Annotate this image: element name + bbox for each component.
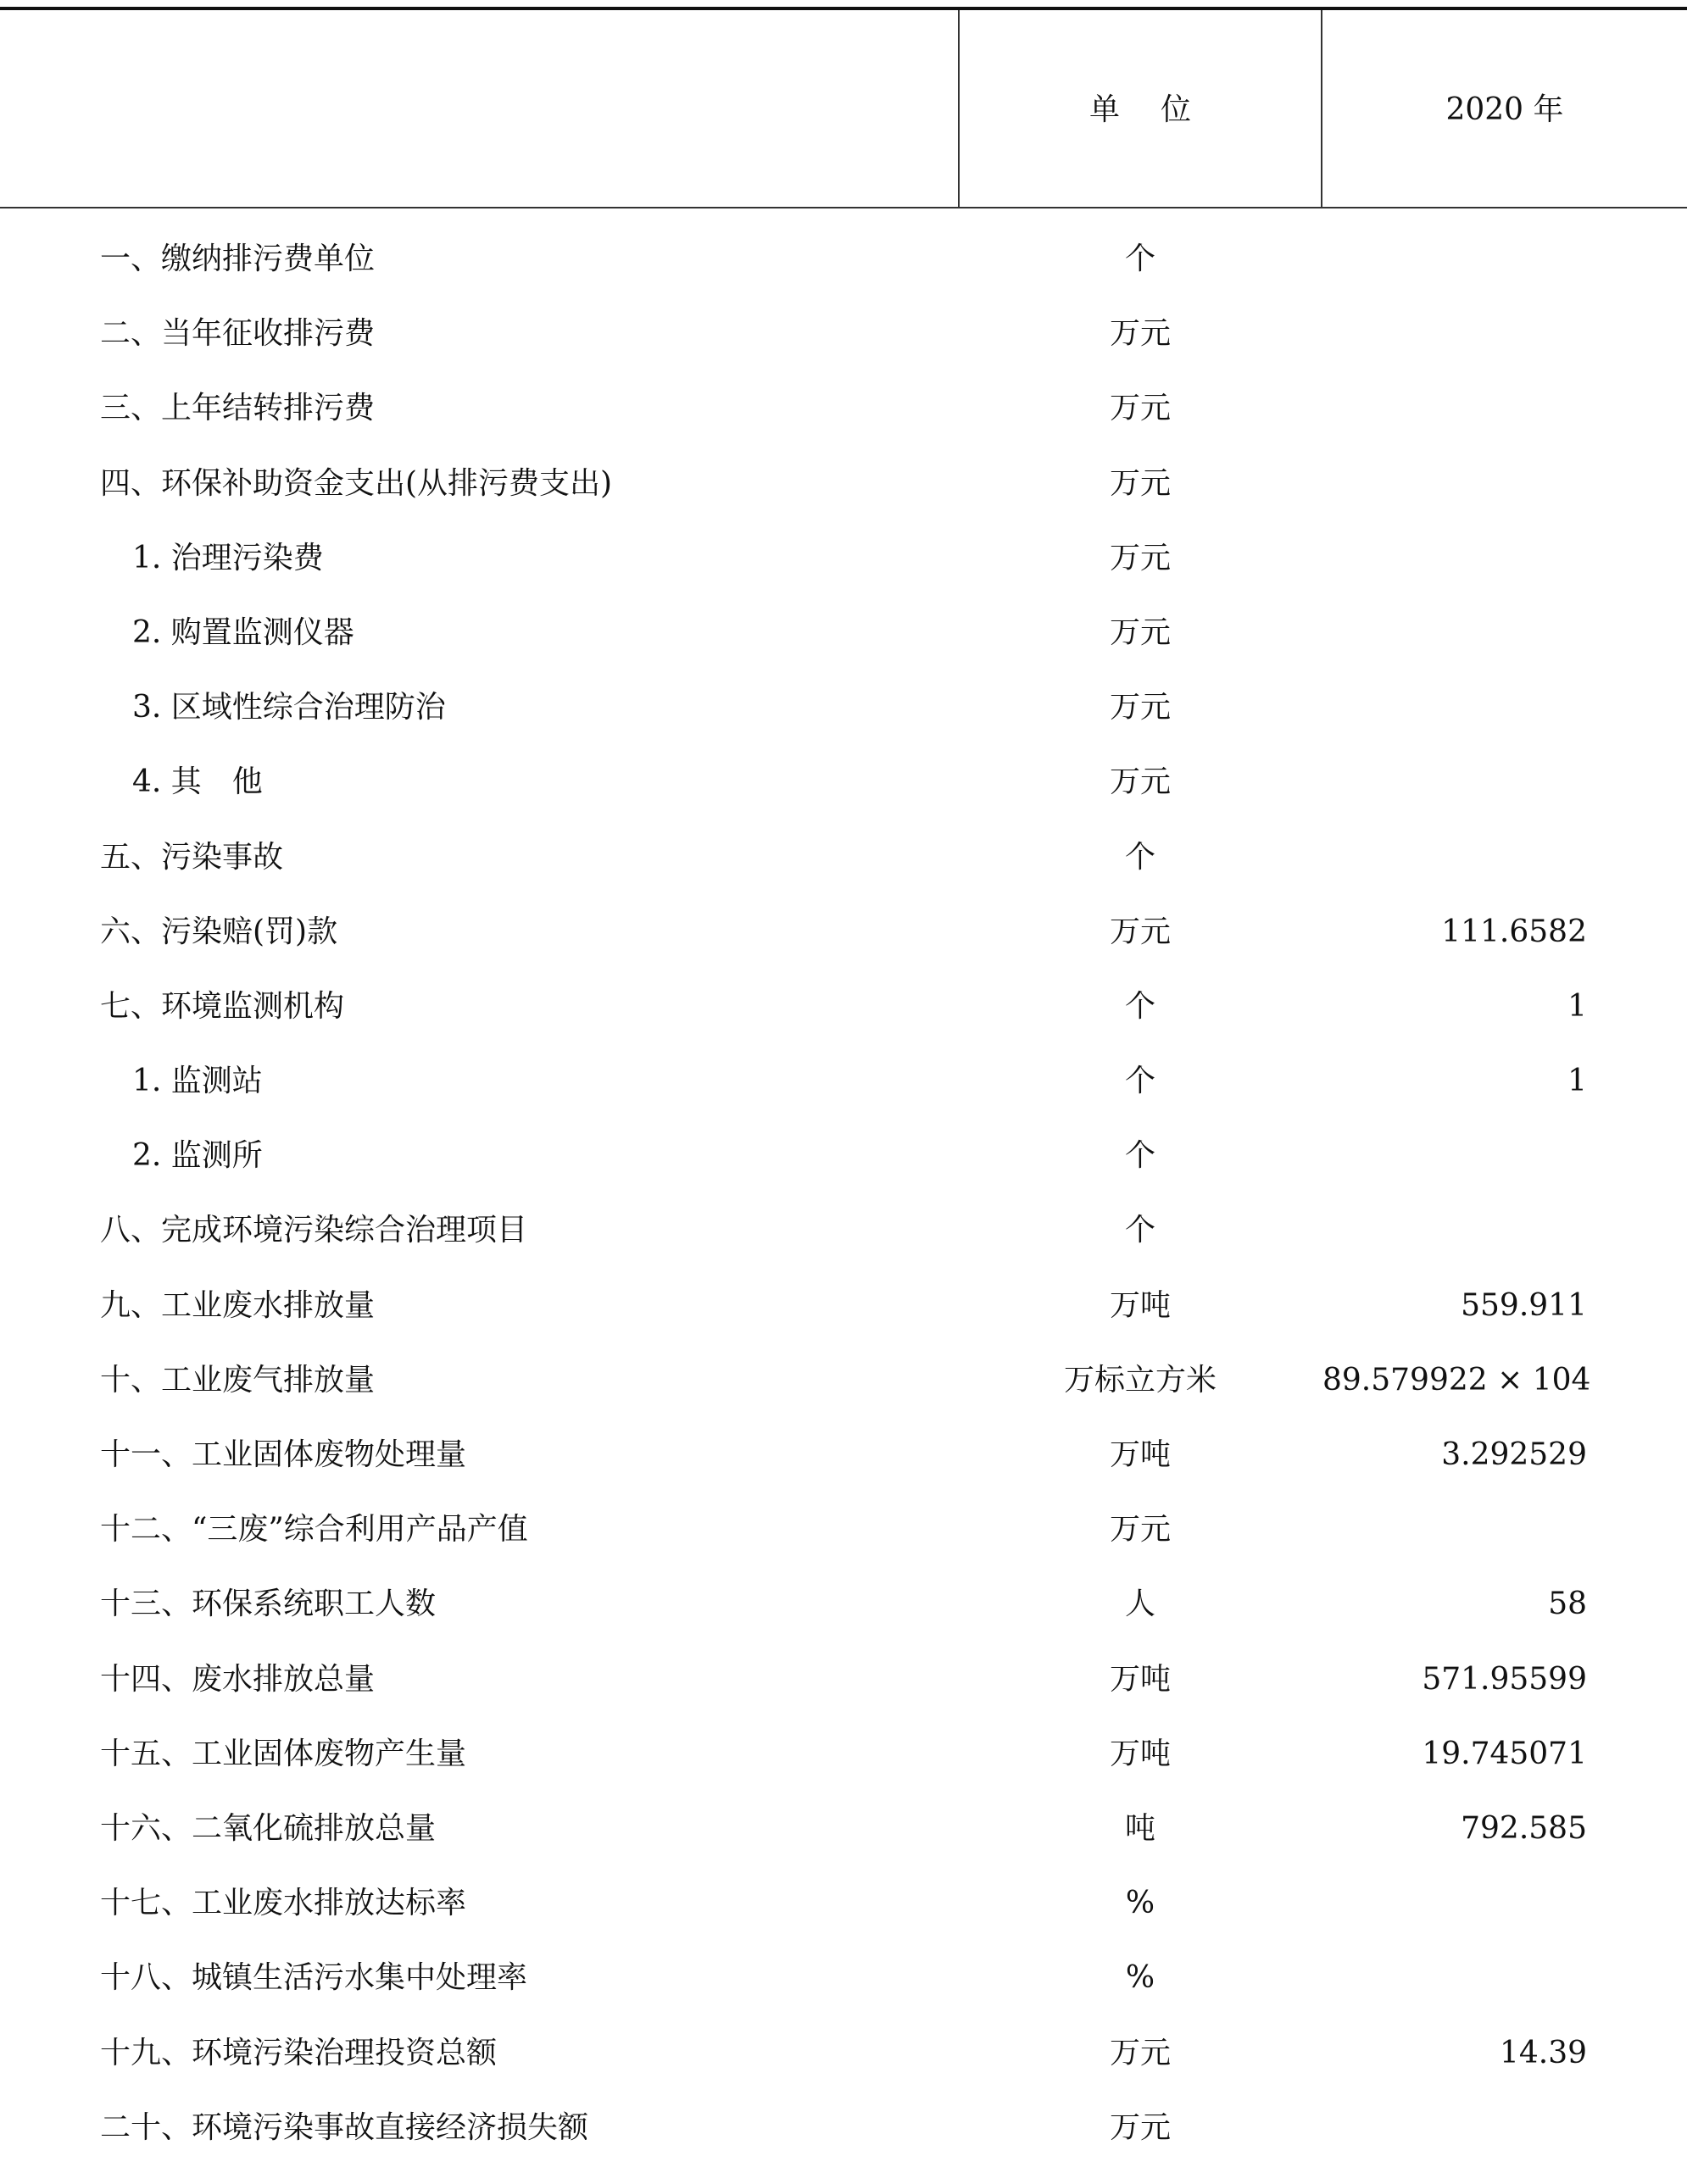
indicator-name: 七、环境监测机构 [100,988,345,1024]
indicator-unit: 个 [1124,1138,1155,1174]
indicator-name: 十三、环保系统职工人数 [100,1587,437,1622]
indicator-unit: 万标立方米 [1063,1362,1217,1398]
indicator-unit: 万吨 [1109,1736,1171,1771]
indicator-name: 三、上年结转排污费 [100,391,376,426]
indicator-name: 一、缴纳排污费单位 [100,242,376,276]
indicator-name: 十一、工业固体废物处理量 [100,1437,467,1472]
table-row [0,1272,1687,1347]
indicator-name: 4. 其 他 [132,764,263,800]
indicator-name: 八、完成环境污染综合治理项目 [100,1213,528,1248]
indicator-name: 四、环保补助资金支出(从排污费支出) [100,465,613,501]
indicator-unit: 人 [1124,1587,1155,1622]
table-row [0,1870,1687,1944]
indicator-unit: 万元 [1109,690,1171,725]
indicator-name: 二十、环境污染事故直接经济损失额 [100,2109,589,2145]
indicator-name: 1. 监测站 [132,1064,263,1099]
indicator-unit: 万吨 [1109,1287,1171,1323]
table-body [0,225,1687,2169]
table-row [0,1944,1687,2019]
table-header [0,10,1687,208]
table-row [0,1496,1687,1570]
indicator-unit: 万吨 [1109,1661,1171,1697]
indicator-unit: 个 [1124,1064,1155,1099]
indicator-unit: 万元 [1109,2035,1171,2070]
table-row [0,599,1687,674]
indicator-value: 19.745071 [1422,1736,1587,1771]
indicator-name: 五、污染事故 [100,839,284,875]
indicator-unit: 个 [1124,839,1155,875]
table-row [0,2020,1687,2094]
indicator-unit: 个 [1124,1213,1155,1248]
indicator-unit: 万元 [1109,1512,1171,1548]
table-row [0,1720,1687,1795]
indicator-name: 2. 监测所 [132,1138,263,1174]
indicator-value: 3.292529 [1441,1437,1587,1472]
indicator-value: 1 [1567,988,1587,1024]
table-row [0,898,1687,973]
table-row [0,300,1687,375]
indicator-name: 十八、城镇生活污水集中处理率 [100,1960,528,1996]
indicator-name: 六、污染赔(罚)款 [100,914,338,949]
indicator-unit: 万元 [1109,391,1171,426]
table-row [0,1347,1687,1421]
indicator-value: 571.95599 [1422,1661,1587,1697]
table-row [0,1570,1687,1645]
table-row [0,824,1687,898]
table-row [0,2094,1687,2169]
table-row [0,1795,1687,1870]
indicator-value: 559.911 [1461,1287,1587,1323]
indicator-value: 111.6582 [1441,914,1587,949]
table-row [0,674,1687,748]
table-row [0,375,1687,449]
indicator-unit: 万元 [1109,540,1171,575]
indicator-name: 3. 区域性综合治理防治 [132,690,446,725]
table-row [0,450,1687,525]
indicator-value: 1 [1567,1064,1587,1099]
indicator-unit: 个 [1124,988,1155,1024]
indicator-value: 58 [1548,1587,1587,1622]
indicator-value: 792.585 [1461,1810,1587,1846]
table-row [0,1122,1687,1197]
indicator-unit: % [1125,1960,1155,1996]
indicator-name: 二、当年征收排污费 [100,316,376,352]
indicator-unit: 万元 [1109,614,1171,650]
indicator-unit: 万元 [1109,465,1171,501]
indicator-name: 十七、工业废水排放达标率 [100,1886,467,1921]
indicator-name: 十、工业废气排放量 [100,1362,376,1398]
table-row [0,525,1687,599]
indicator-name: 十四、废水排放总量 [100,1661,376,1697]
table-row [0,1197,1687,1271]
indicator-name: 十二、“三废”综合利用产品产值 [100,1512,528,1548]
indicator-unit: 个 [1124,242,1155,276]
indicator-unit: 万元 [1109,316,1171,352]
indicator-value: 14.39 [1499,2035,1587,2070]
indicator-name: 十六、二氧化硫排放总量 [100,1810,437,1846]
indicator-name: 1. 治理污染费 [132,540,324,575]
indicator-unit: 万元 [1109,914,1171,949]
indicator-unit: % [1125,1886,1155,1921]
unit-column-header: 单位 [1088,92,1232,127]
indicator-name: 九、工业废水排放量 [100,1287,376,1323]
table-row [0,225,1687,300]
table-row [0,1646,1687,1720]
indicator-name: 十五、工业固体废物产生量 [100,1736,467,1771]
table-row [0,748,1687,823]
table-row [0,973,1687,1048]
indicator-name: 2. 购置监测仪器 [132,614,354,650]
indicator-unit: 吨 [1124,1810,1155,1846]
indicator-unit: 万元 [1109,2109,1171,2145]
indicator-unit: 万吨 [1109,1437,1171,1472]
table-row [0,1048,1687,1122]
year-column-header: 2020 年 [1445,92,1564,127]
indicator-unit: 万元 [1109,764,1171,800]
table-row [0,1421,1687,1496]
indicator-value: 89.579922 × 104 [1322,1362,1591,1398]
indicator-name: 十九、环境污染治理投资总额 [100,2035,498,2070]
